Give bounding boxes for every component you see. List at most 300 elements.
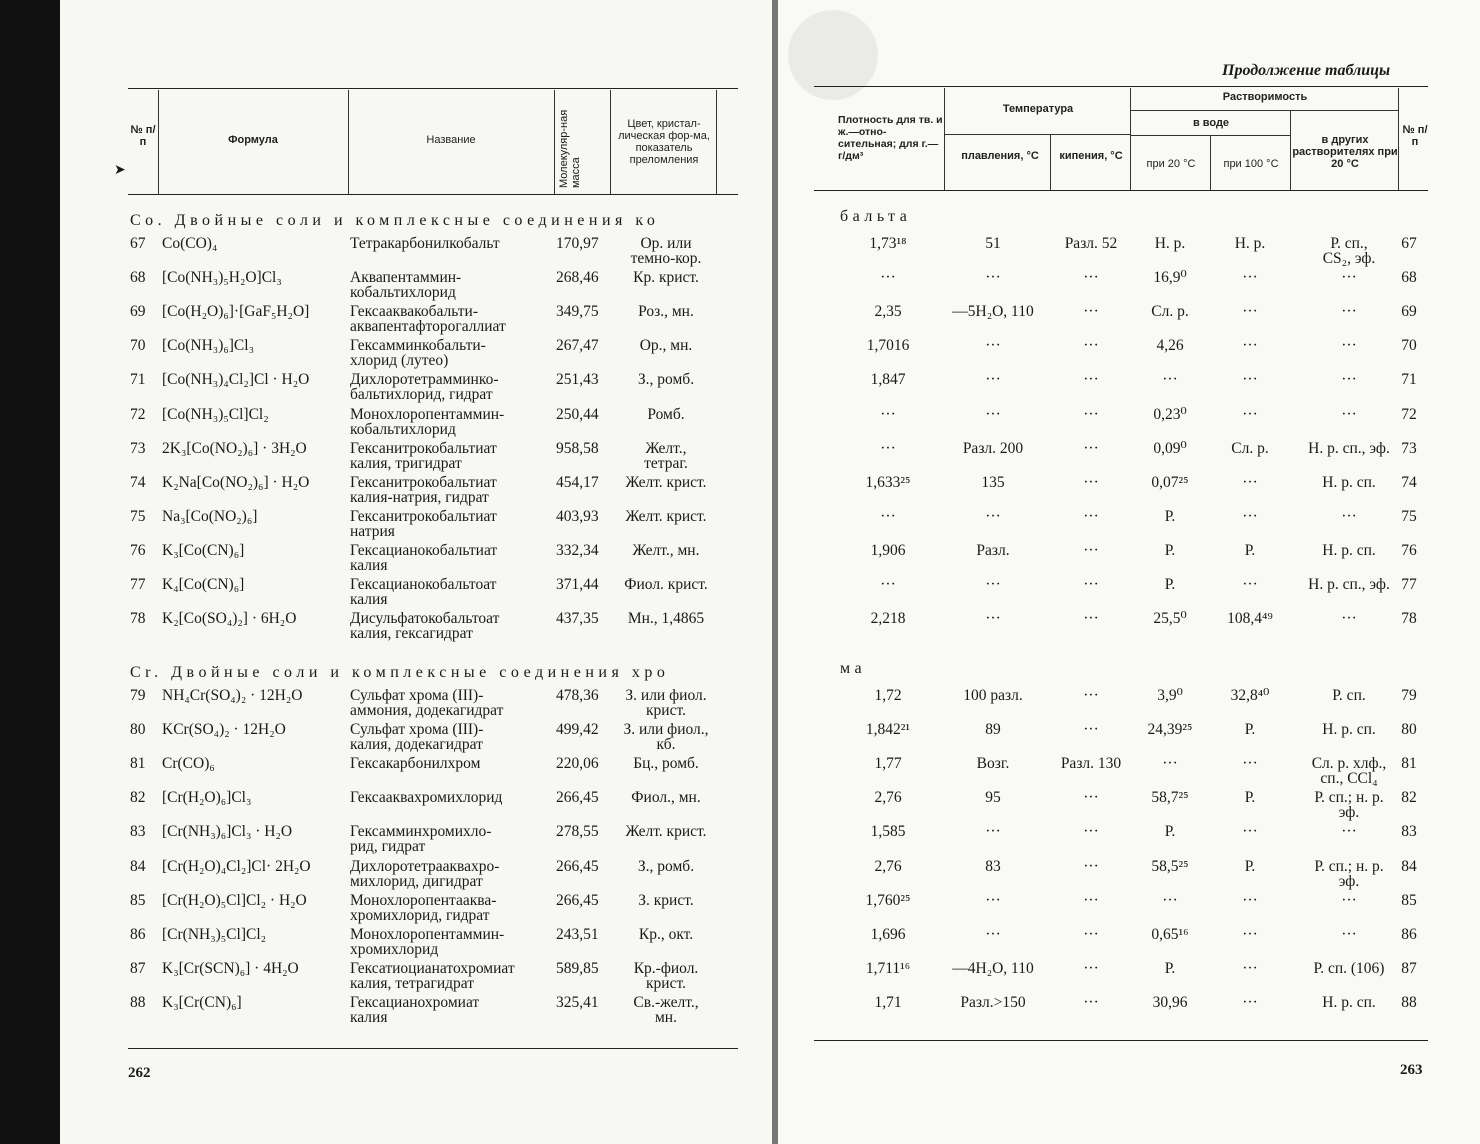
formula: K₃[Cr(SCN)₆] · 4H₂O xyxy=(162,959,299,977)
density: 1,696 xyxy=(870,925,906,943)
header-bottom-rule xyxy=(814,190,1428,191)
solubility-water-20: Н. р. xyxy=(1154,235,1186,252)
molecular-mass: 170,97 xyxy=(556,235,599,252)
row-number: 76 xyxy=(1401,541,1417,559)
compound-name: аквапентафторогаллиат xyxy=(350,318,506,336)
formula: 2K₃[Co(NO₂)₆] · 3H₂O xyxy=(162,439,307,457)
header-at-20: при 20 °C xyxy=(1146,158,1196,170)
row-number: 72 xyxy=(130,405,146,423)
row-number: 82 xyxy=(1401,789,1417,807)
solubility-water-100: ··· xyxy=(1242,576,1258,593)
header-bottom-rule xyxy=(128,194,738,195)
molecular-mass: 499,42 xyxy=(556,721,599,739)
header-other-solvents: в других растворителях при 20 °C xyxy=(1292,134,1398,170)
table-row xyxy=(60,611,772,645)
row-number: 82 xyxy=(130,789,146,807)
solubility-other: ··· xyxy=(1341,610,1357,628)
solubility-water-100: ··· xyxy=(1242,371,1258,389)
section-title: ма xyxy=(840,660,867,677)
header-num: № п/п xyxy=(1402,124,1428,148)
solubility-other: ··· xyxy=(1341,269,1357,287)
compound-name: Сульфат хрома (III)- xyxy=(350,721,484,739)
row-number: 86 xyxy=(1401,925,1417,943)
molecular-mass: 589,85 xyxy=(556,959,599,977)
formula: [Co(NH₃)₅H₂O]Cl₃ xyxy=(162,269,282,287)
solubility-other: CS₂, эф. xyxy=(1322,250,1376,267)
compound-name: Монохлоропентааква- xyxy=(350,891,497,909)
solubility-water-100: Р. xyxy=(1244,541,1256,559)
row-number: 72 xyxy=(1401,405,1417,423)
melting-point: ··· xyxy=(985,891,1001,909)
row-number: 74 xyxy=(130,473,146,491)
color-form: Ор., мн. xyxy=(639,337,693,355)
molecular-mass: 454,17 xyxy=(556,473,599,491)
solubility-water-20: 58,7²⁵ xyxy=(1151,789,1189,807)
formula: KCr(SO₄)₂ · 12H₂O xyxy=(162,721,286,739)
solubility-water-20: 0,07²⁵ xyxy=(1151,473,1189,491)
compound-name: калия xyxy=(350,1008,388,1026)
compound-name: Тетракарбонилкобальт xyxy=(350,235,500,252)
boiling-point: ··· xyxy=(1083,576,1099,593)
row-number: 85 xyxy=(1401,891,1417,909)
solubility-water-20: 0,23⁰ xyxy=(1153,405,1187,423)
color-form: З. или фиол. xyxy=(625,687,707,704)
table-row xyxy=(778,688,1480,722)
melting-point: 83 xyxy=(985,857,1001,875)
color-form: З., ромб. xyxy=(637,371,695,389)
molecular-mass: 332,34 xyxy=(556,541,599,559)
compound-name: Гексацианохромиат xyxy=(350,993,480,1011)
boiling-point: ··· xyxy=(1083,303,1099,321)
color-form: Ромб. xyxy=(647,405,685,423)
boiling-point: ··· xyxy=(1083,439,1099,457)
right-page xyxy=(778,0,1480,1144)
row-number: 71 xyxy=(1401,371,1417,389)
row-number: 71 xyxy=(130,371,146,389)
molecular-mass: 220,06 xyxy=(556,755,599,773)
table-row xyxy=(60,509,772,543)
melting-point: Разл. 200 xyxy=(962,439,1024,457)
melting-point: 100 разл. xyxy=(963,687,1023,704)
density: ··· xyxy=(880,507,896,525)
melting-point: Возг. xyxy=(976,755,1010,773)
melting-point: Разл.>150 xyxy=(960,993,1026,1011)
color-form: крист. xyxy=(646,974,686,992)
solubility-other: Р. сп.; н. р. xyxy=(1314,857,1384,875)
melting-point: —4H₂O, 110 xyxy=(952,959,1034,977)
color-form: мн. xyxy=(655,1008,677,1026)
boiling-point: ··· xyxy=(1083,925,1099,943)
solubility-other: Н. р. сп., эф. xyxy=(1308,439,1390,457)
color-form: З., ромб. xyxy=(637,857,695,875)
color-form: Желт., мн. xyxy=(632,541,700,559)
table-row xyxy=(778,372,1480,406)
solubility-other: Н. р. сп. xyxy=(1322,993,1376,1011)
table-row xyxy=(60,577,772,611)
formula: [Cr(H₂O)₄Cl₂]Cl· 2H₂O xyxy=(162,857,311,875)
table-row xyxy=(778,995,1480,1029)
table-row xyxy=(60,372,772,406)
row-number: 79 xyxy=(130,687,146,704)
table-row xyxy=(778,824,1480,858)
table-top-rule xyxy=(128,88,738,89)
color-form: кб. xyxy=(656,736,676,754)
melting-point: ··· xyxy=(985,925,1001,943)
table-row xyxy=(778,577,1480,611)
solubility-water-100: ··· xyxy=(1242,959,1258,977)
melting-point: ··· xyxy=(985,405,1001,423)
molecular-mass: 371,44 xyxy=(556,576,599,593)
compound-name: Сульфат хрома (III)- xyxy=(350,687,484,704)
molecular-mass: 266,45 xyxy=(556,789,599,807)
compound-name: хромихлорид, гидрат xyxy=(350,906,490,924)
solubility-water-100: ··· xyxy=(1242,891,1258,909)
table-row xyxy=(60,927,772,961)
boiling-point: ··· xyxy=(1083,473,1099,491)
table-bottom-rule xyxy=(128,1048,738,1049)
solubility-water-20: ··· xyxy=(1162,755,1178,773)
table-row xyxy=(60,441,772,475)
boiling-point: ··· xyxy=(1083,721,1099,739)
melting-point: ··· xyxy=(985,371,1001,389)
formula: Cr(CO)₆ xyxy=(162,755,215,773)
row-number: 78 xyxy=(130,610,146,628)
solubility-water-100: Р. xyxy=(1244,857,1256,875)
formula: K₄[Co(CN)₆] xyxy=(162,576,245,593)
density: ··· xyxy=(880,576,896,593)
row-number: 87 xyxy=(1401,959,1417,977)
row-number: 80 xyxy=(1401,721,1417,739)
row-number: 75 xyxy=(130,507,146,525)
compound-name: натрия xyxy=(350,522,395,540)
header-divider xyxy=(554,90,555,194)
molecular-mass: 478,36 xyxy=(556,687,599,704)
formula: K₂[Co(SO₄)₂] · 6H₂O xyxy=(162,610,297,628)
table-row xyxy=(60,338,772,372)
compound-name: Аквапентаммин- xyxy=(350,269,462,287)
color-form: Желт., xyxy=(645,439,687,457)
row-number: 69 xyxy=(130,303,146,321)
density: 2,35 xyxy=(874,303,902,321)
density: 2,76 xyxy=(874,857,902,875)
row-number: 70 xyxy=(1401,337,1417,355)
melting-point: 95 xyxy=(985,789,1001,807)
section-title: бальта xyxy=(840,208,912,225)
header-subrule xyxy=(1130,135,1290,136)
formula: [Co(NH₃)₅Cl]Cl₂ xyxy=(162,405,269,423)
row-number: 80 xyxy=(130,721,146,739)
color-form: Св.-желт., xyxy=(633,993,699,1011)
row-number: 81 xyxy=(130,755,146,773)
formula: K₃[Co(CN)₆] xyxy=(162,541,245,559)
table-row xyxy=(60,824,772,858)
boiling-point: ··· xyxy=(1083,405,1099,423)
table-row xyxy=(60,407,772,441)
color-form: З. или фиол., xyxy=(623,721,709,739)
compound-name: Дихлоротетрааквахро- xyxy=(350,857,500,875)
color-form: тетраг. xyxy=(644,454,688,472)
melting-point: 89 xyxy=(985,721,1001,739)
molecular-mass: 251,43 xyxy=(556,371,599,389)
density: 1,842²¹ xyxy=(865,721,911,739)
header-temperature: Температура xyxy=(1002,103,1074,115)
header-at-100: при 100 °C xyxy=(1223,158,1279,170)
solubility-water-20: 30,96 xyxy=(1152,993,1188,1011)
table-row xyxy=(60,722,772,756)
solubility-water-20: 4,26 xyxy=(1156,337,1184,355)
compound-name: хлорид (лутео) xyxy=(350,352,449,370)
color-form: Кр.-фиол. xyxy=(633,959,699,977)
solubility-water-100: ··· xyxy=(1242,507,1258,525)
compound-name: бальтихлорид, гидрат xyxy=(350,386,493,404)
formula: K₂Na[Co(NO₂)₆] · H₂O xyxy=(162,473,310,491)
table-row xyxy=(778,859,1480,893)
row-number: 87 xyxy=(130,959,146,977)
row-number: 69 xyxy=(1401,303,1417,321)
color-form: Фиол. крист. xyxy=(624,576,708,593)
solubility-water-100: 108,4⁴⁹ xyxy=(1227,610,1273,628)
formula: [Co(NH₃)₄Cl₂]Cl · H₂O xyxy=(162,371,310,389)
formula: [Co(NH₃)₆]Cl₃ xyxy=(162,337,254,355)
header-divider xyxy=(1290,110,1291,190)
solubility-water-100: ··· xyxy=(1242,925,1258,943)
compound-name: калия, додекагидрат xyxy=(350,736,483,754)
solubility-water-20: 0,65¹⁶ xyxy=(1151,925,1189,943)
header-divider xyxy=(610,90,611,194)
formula: NH₄Cr(SO₄)₂ · 12H₂O xyxy=(162,687,303,704)
molecular-mass: 267,47 xyxy=(556,337,599,355)
color-form: Ор. или xyxy=(640,235,692,252)
solubility-water-20: 16,9⁰ xyxy=(1153,269,1187,287)
table-row xyxy=(778,475,1480,509)
molecular-mass: 250,44 xyxy=(556,405,599,423)
solubility-other: эф. xyxy=(1338,872,1360,890)
density: 1,73¹⁸ xyxy=(869,235,907,252)
section-title: Cr. Двойные соли и комплексные соединения хро xyxy=(130,664,670,681)
header-divider xyxy=(1398,88,1399,190)
compound-name: Гексанитрокобальтиат xyxy=(350,439,497,457)
table-row xyxy=(778,961,1480,995)
molecular-mass: 243,51 xyxy=(556,925,599,943)
color-form: Желт. крист. xyxy=(625,507,707,525)
header-divider xyxy=(1130,88,1131,190)
solubility-water-100: ··· xyxy=(1242,823,1258,841)
solubility-water-20: 25,5⁰ xyxy=(1153,610,1187,628)
table-top-rule xyxy=(814,86,1428,87)
formula: Na₃[Co(NO₂)₆] xyxy=(162,507,258,525)
solubility-other: ··· xyxy=(1341,337,1357,355)
row-number: 70 xyxy=(130,337,146,355)
header-divider xyxy=(944,88,945,190)
solubility-water-100: Р. xyxy=(1244,789,1256,807)
density: ··· xyxy=(880,439,896,457)
solubility-other: сп., CCl₄ xyxy=(1320,770,1378,788)
table-bottom-rule xyxy=(814,1040,1428,1041)
header-divider xyxy=(1050,134,1051,190)
solubility-other: Р. сп.; н. р. xyxy=(1314,789,1384,807)
melting-point: 51 xyxy=(985,235,1001,252)
boiling-point: ··· xyxy=(1083,857,1099,875)
molecular-mass: 325,41 xyxy=(556,993,599,1011)
header-color: Цвет, кристал-лическая фор-ма, показатель преломления xyxy=(618,118,710,166)
table-row xyxy=(778,509,1480,543)
molecular-mass: 266,45 xyxy=(556,891,599,909)
header-subrule xyxy=(1130,110,1398,111)
boiling-point: ··· xyxy=(1083,507,1099,525)
arrow-icon: ➤ xyxy=(114,163,126,178)
solubility-water-20: Р. xyxy=(1164,507,1176,525)
row-number: 84 xyxy=(130,857,146,875)
compound-name: кобальтихлорид xyxy=(350,284,456,302)
solubility-other: Р. сп., xyxy=(1330,235,1368,252)
boiling-point: ··· xyxy=(1083,823,1099,841)
solubility-water-20: 24,39²⁵ xyxy=(1147,721,1193,739)
boiling-point: ··· xyxy=(1083,789,1099,807)
melting-point: ··· xyxy=(985,610,1001,628)
solubility-water-100: ··· xyxy=(1242,303,1258,321)
color-form: Роз., мн. xyxy=(638,303,694,321)
solubility-other: ··· xyxy=(1341,371,1357,389)
density: 1,71 xyxy=(874,993,902,1011)
row-number: 83 xyxy=(1401,823,1417,841)
compound-name: калия xyxy=(350,591,388,608)
solubility-water-100: ··· xyxy=(1242,269,1258,287)
header-subrule xyxy=(944,134,1130,135)
table-row xyxy=(778,338,1480,372)
table-row xyxy=(60,688,772,722)
table-row xyxy=(60,543,772,577)
compound-name: рид, гидрат xyxy=(350,838,426,856)
header-density: Плотность для тв. и ж.—отно-сительная; для г.—г/дм³ xyxy=(838,114,943,162)
solubility-other: Р. сп. xyxy=(1332,687,1366,704)
solubility-other: ··· xyxy=(1341,823,1357,841)
header-divider xyxy=(348,90,349,194)
table-row xyxy=(60,270,772,304)
row-number: 67 xyxy=(1401,235,1417,252)
melting-point: 135 xyxy=(981,473,1005,491)
page-number-right: 263 xyxy=(1400,1062,1423,1078)
color-form: Мн., 1,4865 xyxy=(627,610,705,628)
header-num: № п/п xyxy=(130,124,156,148)
solubility-water-20: Сл. р. xyxy=(1151,303,1189,321)
page-number-left: 262 xyxy=(128,1065,151,1081)
solubility-water-100: ··· xyxy=(1242,337,1258,355)
molecular-mass: 437,35 xyxy=(556,610,599,628)
table-row xyxy=(778,441,1480,475)
color-form: Бц., ромб. xyxy=(633,755,699,773)
melting-point: ··· xyxy=(985,823,1001,841)
compound-name: Монохлоропентаммин- xyxy=(350,405,505,423)
header-divider xyxy=(1210,136,1211,190)
left-page xyxy=(60,0,772,1144)
solubility-water-100: Сл. р. xyxy=(1231,439,1269,457)
solubility-water-100: Р. xyxy=(1244,721,1256,739)
table-row xyxy=(60,236,772,270)
density: 1,760²⁵ xyxy=(865,891,911,909)
solubility-water-100: ··· xyxy=(1242,405,1258,423)
row-number: 85 xyxy=(130,891,146,909)
row-number: 88 xyxy=(130,993,146,1011)
solubility-water-20: ··· xyxy=(1162,371,1178,389)
table-row xyxy=(778,543,1480,577)
table-row xyxy=(778,611,1480,645)
molecular-mass: 958,58 xyxy=(556,439,599,457)
melting-point: ··· xyxy=(985,269,1001,287)
solubility-water-100: ··· xyxy=(1242,473,1258,491)
formula: [Cr(H₂O)₆]Cl₃ xyxy=(162,789,252,807)
solubility-other: Н. р. сп. xyxy=(1322,473,1376,491)
density: 2,218 xyxy=(870,610,906,628)
row-number: 86 xyxy=(130,925,146,943)
melting-point: Разл. xyxy=(976,541,1010,559)
table-row xyxy=(778,893,1480,927)
table-row xyxy=(60,961,772,995)
compound-name: Дихлоротетрамминко- xyxy=(350,371,499,389)
row-number: 76 xyxy=(130,541,146,559)
table-row xyxy=(60,475,772,509)
solubility-water-100: ··· xyxy=(1242,993,1258,1011)
table-row xyxy=(778,270,1480,304)
header-melting: плавления, °C xyxy=(961,150,1039,162)
boiling-point: ··· xyxy=(1083,891,1099,909)
density: 1,7016 xyxy=(866,337,910,355)
density: 1,72 xyxy=(874,687,902,704)
molecular-mass: 349,75 xyxy=(556,303,599,321)
solubility-other: ··· xyxy=(1341,303,1357,321)
solubility-other: Н. р. сп. xyxy=(1322,721,1376,739)
density: 2,76 xyxy=(874,789,902,807)
boiling-point: ··· xyxy=(1083,993,1099,1011)
table-caption: Продолжение таблицы xyxy=(1222,62,1391,79)
header-formula: Формула xyxy=(228,134,278,146)
density: 1,847 xyxy=(870,371,906,389)
table-row xyxy=(60,995,772,1029)
row-number: 67 xyxy=(130,235,146,252)
row-number: 78 xyxy=(1401,610,1417,628)
color-form: Кр. крист. xyxy=(633,269,699,287)
compound-name: калия-натрия, гидрат xyxy=(350,488,489,506)
section-title: Co. Двойные соли и комплексные соединения ко xyxy=(130,212,660,229)
boiling-point: Разл. 130 xyxy=(1060,755,1122,773)
compound-name: калия, гексагидрат xyxy=(350,625,473,643)
compound-name: калия xyxy=(350,556,388,574)
header-divider xyxy=(158,90,159,194)
color-form: Кр., окт. xyxy=(638,925,694,943)
boiling-point: ··· xyxy=(1083,959,1099,977)
formula: [Cr(NH₃)₅Cl]Cl₂ xyxy=(162,925,267,943)
solubility-other: ··· xyxy=(1341,891,1357,909)
solubility-water-20: Р. xyxy=(1164,541,1176,559)
row-number: 83 xyxy=(130,823,146,841)
table-row xyxy=(778,236,1480,270)
row-number: 68 xyxy=(1401,269,1417,287)
table-row xyxy=(778,722,1480,756)
molecular-mass: 266,45 xyxy=(556,857,599,875)
molecular-mass: 278,55 xyxy=(556,823,599,841)
compound-name: Гексанитрокобальтиат xyxy=(350,507,497,525)
boiling-point: ··· xyxy=(1083,337,1099,355)
density: 1,906 xyxy=(870,541,906,559)
solubility-water-20: 0,09⁰ xyxy=(1153,439,1187,457)
boiling-point: ··· xyxy=(1083,610,1099,628)
compound-name: Гексааквахромихлорид xyxy=(350,789,503,807)
row-number: 77 xyxy=(1401,576,1417,593)
density: 1,711¹⁶ xyxy=(865,959,911,977)
solubility-water-20: Р. xyxy=(1164,823,1176,841)
row-number: 73 xyxy=(1401,439,1417,457)
compound-name: Гексамминхромихло- xyxy=(350,823,492,841)
table-row xyxy=(60,859,772,893)
